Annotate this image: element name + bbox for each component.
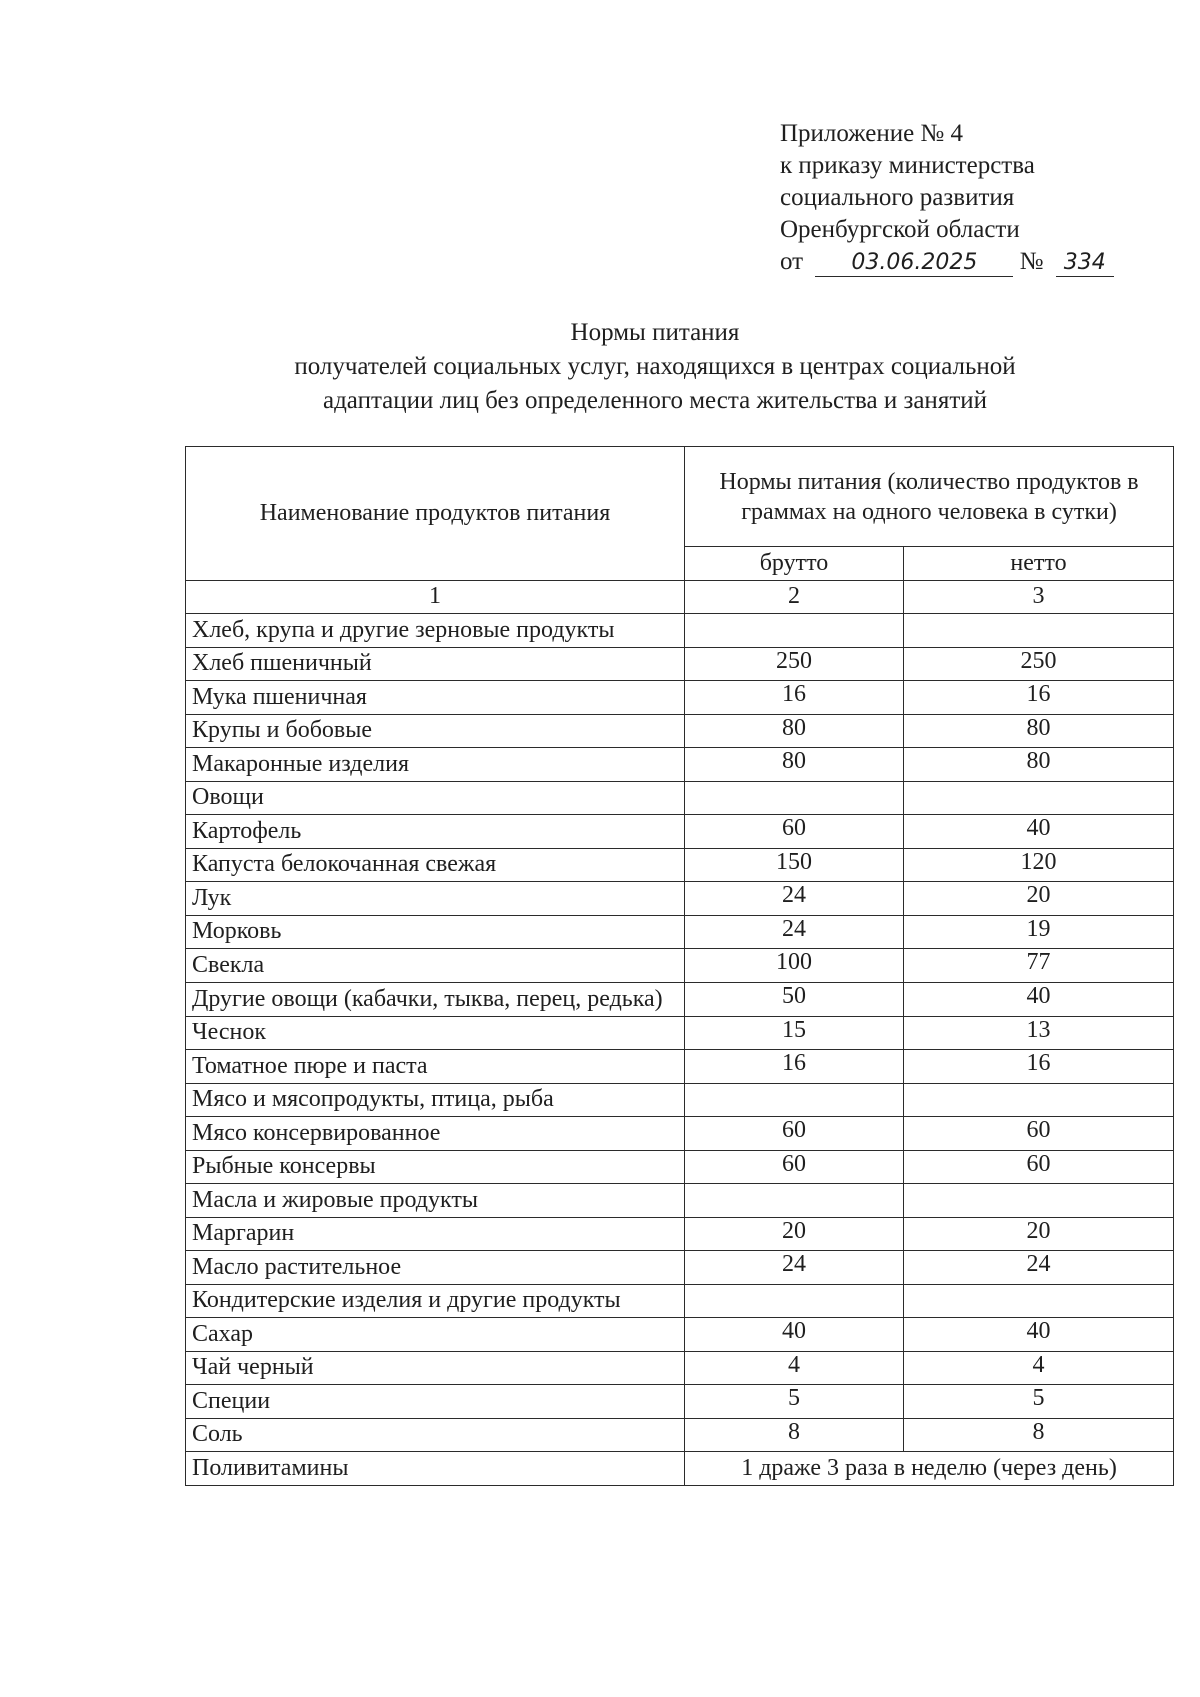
table-row: [186, 1050, 1174, 1084]
row-netto-value: 250: [904, 647, 1174, 681]
column-numbers-row: [186, 580, 1174, 614]
row-product-name: Чай черный: [186, 1351, 685, 1385]
row-brutto-value: [685, 614, 904, 648]
appendix-line-2: к приказу министерства: [780, 152, 1035, 179]
order-number: 334: [1056, 250, 1114, 277]
row-brutto-value: 24: [685, 882, 904, 916]
row-netto-value: 60: [904, 1117, 1174, 1151]
appendix-block: [780, 118, 1114, 278]
row-netto-value: [904, 614, 1174, 648]
row-brutto-value: 60: [685, 815, 904, 849]
row-product-name: Рыбные консервы: [186, 1150, 685, 1184]
order-date: 03.06.2025: [815, 250, 1013, 277]
row-netto-value: 4: [904, 1351, 1174, 1385]
row-product-name: Мясо консервированное: [186, 1117, 685, 1151]
row-product-name: Томатное пюре и паста: [186, 1050, 685, 1084]
row-brutto-value: 4: [685, 1351, 904, 1385]
title-line-2: получателей социальных услуг, находящихся в центрах социальной: [294, 353, 1016, 380]
row-product-name: Масла и жировые продукты: [186, 1184, 685, 1218]
row-netto-value: 8: [904, 1418, 1174, 1452]
row-brutto-value: 100: [685, 949, 904, 983]
table-row: [186, 1117, 1174, 1151]
row-product-name: Другие овощи (кабачки, тыква, перец, редька): [186, 982, 685, 1016]
row-netto-value: 77: [904, 949, 1174, 983]
row-netto-value: 80: [904, 748, 1174, 782]
nutrition-norms-table: [185, 446, 1174, 1486]
row-product-name: Хлеб пшеничный: [186, 647, 685, 681]
table-row: [186, 1184, 1174, 1218]
row-product-name: Соль: [186, 1418, 685, 1452]
row-brutto-value: [685, 781, 904, 815]
row-product-name: Сахар: [186, 1318, 685, 1352]
row-brutto-value: 40: [685, 1318, 904, 1352]
row-product-name: Крупы и бобовые: [186, 714, 685, 748]
header-brutto: брутто: [685, 547, 904, 581]
row-brutto-value: 80: [685, 748, 904, 782]
table-row: [186, 848, 1174, 882]
order-date-line: [780, 246, 1114, 278]
row-netto-value: 16: [904, 1050, 1174, 1084]
row-netto-value: 13: [904, 1016, 1174, 1050]
title-line-3: адаптации лиц без определенного места жительства и занятий: [322, 387, 987, 414]
row-brutto-value: 250: [685, 647, 904, 681]
row-product-name: Морковь: [186, 915, 685, 949]
row-brutto-value: 60: [685, 1117, 904, 1151]
date-prefix: от: [780, 248, 804, 275]
row-brutto-value: 8: [685, 1418, 904, 1452]
table-row: [186, 1016, 1174, 1050]
row-brutto-value: 150: [685, 848, 904, 882]
row-netto-value: 40: [904, 1318, 1174, 1352]
row-netto-value: 20: [904, 882, 1174, 916]
table-row: [186, 1418, 1174, 1452]
row-product-name: Картофель: [186, 815, 685, 849]
row-brutto-value: 50: [685, 982, 904, 1016]
table-row: [186, 915, 1174, 949]
appendix-line-4: Оренбургской области: [780, 216, 1020, 243]
row-netto-value: 80: [904, 714, 1174, 748]
row-product-name: Специи: [186, 1385, 685, 1419]
header-netto: нетто: [904, 547, 1174, 581]
row-brutto-value: 24: [685, 915, 904, 949]
table-row: [186, 1351, 1174, 1385]
row-brutto-value: 15: [685, 1016, 904, 1050]
table-row: [186, 1318, 1174, 1352]
row-netto-value: 24: [904, 1251, 1174, 1285]
row-brutto-value: 24: [685, 1251, 904, 1285]
row-netto-value: [904, 1184, 1174, 1218]
row-product-name: Лук: [186, 882, 685, 916]
row-netto-value: [904, 1083, 1174, 1117]
row-product-name: Капуста белокочанная свежая: [186, 848, 685, 882]
table-row: [186, 1284, 1174, 1318]
column-number-2: 2: [685, 580, 904, 614]
table-row: [186, 949, 1174, 983]
row-product-name: Мясо и мясопродукты, птица, рыба: [186, 1083, 685, 1117]
row-brutto-value: 5: [685, 1385, 904, 1419]
table-row: [186, 1251, 1174, 1285]
row-netto-value: 20: [904, 1217, 1174, 1251]
appendix-line-1: Приложение № 4: [780, 120, 964, 147]
number-prefix: №: [1019, 248, 1044, 275]
row-brutto-value: 60: [685, 1150, 904, 1184]
row-brutto-value: 16: [685, 1050, 904, 1084]
appendix-line-3: социального развития: [780, 184, 1015, 211]
row-product-name: Кондитерские изделия и другие продукты: [186, 1284, 685, 1318]
table-row: [186, 1217, 1174, 1251]
row-brutto-value: 80: [685, 714, 904, 748]
row-brutto-value: [685, 1184, 904, 1218]
table-row: [186, 1385, 1174, 1419]
table-row: [186, 714, 1174, 748]
table-row: [186, 781, 1174, 815]
table-row-multivitamins: [186, 1452, 1174, 1486]
table-row: [186, 748, 1174, 782]
row-product-name: Макаронные изделия: [186, 748, 685, 782]
row-netto-value: 19: [904, 915, 1174, 949]
table-body: [186, 614, 1174, 1452]
column-number-1: 1: [186, 580, 685, 614]
row-merged-value: 1 драже 3 раза в неделю (через день): [685, 1452, 1174, 1486]
row-netto-value: 40: [904, 815, 1174, 849]
row-netto-value: 40: [904, 982, 1174, 1016]
table-row: [186, 982, 1174, 1016]
row-product-name: Мука пшеничная: [186, 681, 685, 715]
row-product-name: Поливитамины: [186, 1452, 685, 1486]
row-brutto-value: [685, 1083, 904, 1117]
row-product-name: Хлеб, крупа и другие зерновые продукты: [186, 614, 685, 648]
row-product-name: Свекла: [186, 949, 685, 983]
header-row: [186, 447, 1174, 547]
header-product-name: Наименование продуктов питания: [186, 447, 685, 581]
table-row: [186, 614, 1174, 648]
document-title: [130, 316, 1180, 418]
table-row: [186, 1150, 1174, 1184]
row-netto-value: 5: [904, 1385, 1174, 1419]
table-row: [186, 882, 1174, 916]
row-netto-value: 120: [904, 848, 1174, 882]
row-product-name: Масло растительное: [186, 1251, 685, 1285]
row-netto-value: 60: [904, 1150, 1174, 1184]
row-product-name: Овощи: [186, 781, 685, 815]
row-brutto-value: [685, 1284, 904, 1318]
row-brutto-value: 20: [685, 1217, 904, 1251]
header-norms: Нормы питания (количество продуктов в граммах на одного человека в сутки): [685, 447, 1174, 547]
row-netto-value: [904, 781, 1174, 815]
row-brutto-value: 16: [685, 681, 904, 715]
table-row: [186, 647, 1174, 681]
row-netto-value: [904, 1284, 1174, 1318]
table-row: [186, 681, 1174, 715]
row-product-name: Маргарин: [186, 1217, 685, 1251]
table-row: [186, 815, 1174, 849]
column-number-3: 3: [904, 580, 1174, 614]
table-row: [186, 1083, 1174, 1117]
row-product-name: Чеснок: [186, 1016, 685, 1050]
row-netto-value: 16: [904, 681, 1174, 715]
title-line-1: Нормы питания: [570, 319, 740, 346]
